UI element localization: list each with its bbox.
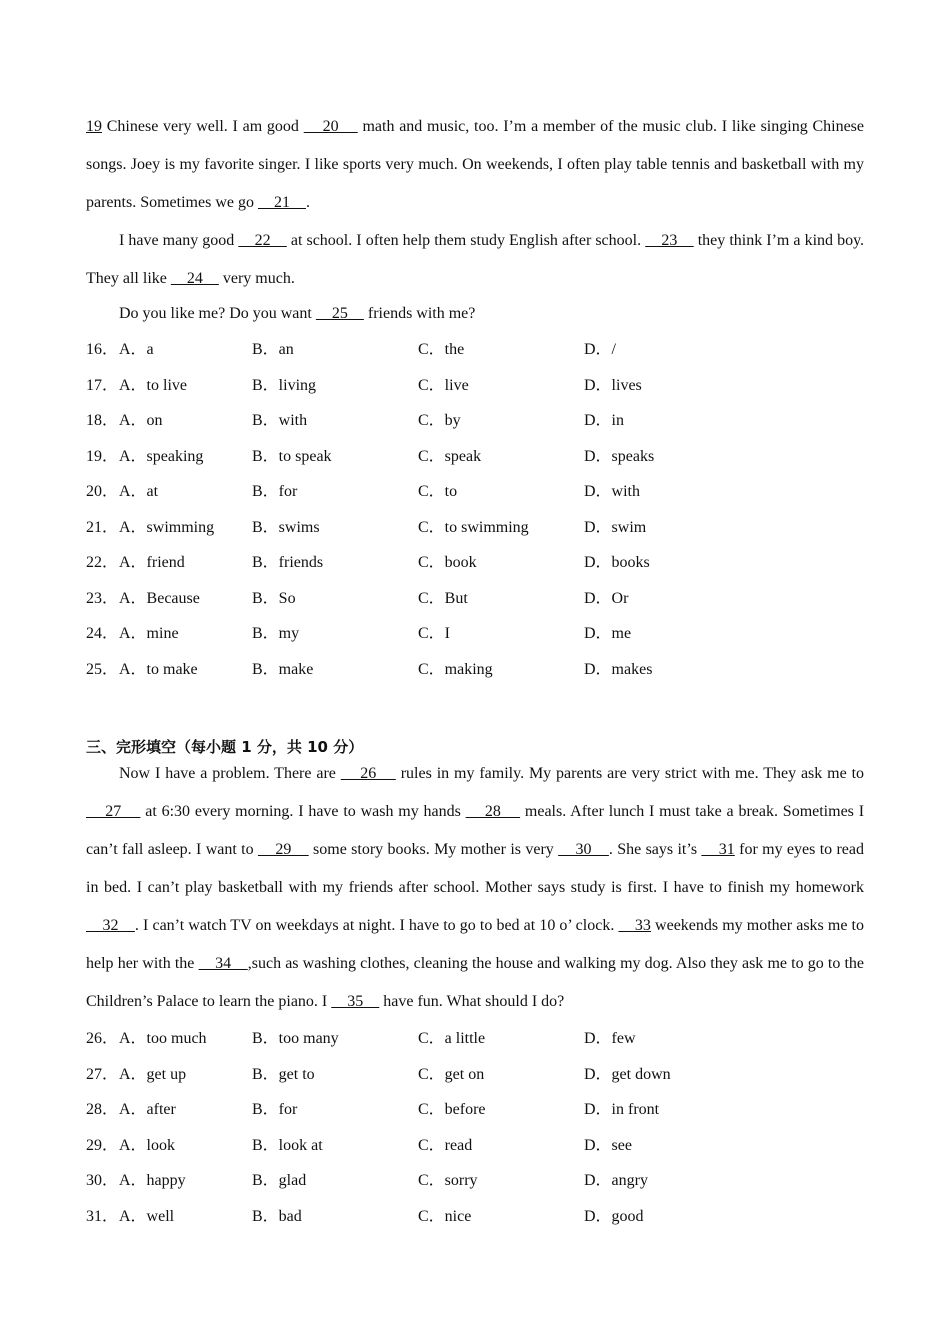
question-row [86, 616, 864, 652]
answer-blank: 28 [465, 803, 521, 820]
option-a: A．speaking [119, 447, 204, 465]
option-b: B．make [252, 660, 314, 678]
question-options-26-31 [86, 1021, 864, 1234]
passage1-paragraph3 [86, 295, 864, 333]
passage-text: . She says it’s [608, 841, 702, 858]
passage-text: weekends my mother asks me to help her with the [86, 917, 865, 972]
answer-blank: 24 [170, 270, 219, 287]
question-number: 29． [86, 1136, 119, 1154]
option-c: C．read [418, 1136, 473, 1154]
option-b: B．So [252, 589, 296, 607]
option-c: C．sorry [418, 1172, 478, 1189]
option-a: A．to make [119, 660, 198, 678]
option-a: A．on [119, 412, 163, 429]
question-number: 22． [86, 554, 119, 571]
option-c: C．by [418, 412, 461, 429]
option-a: A．Because [119, 589, 200, 607]
answer-blank: 27 [86, 803, 141, 820]
option-a: A．after [119, 1101, 176, 1118]
answer-blank: 29 [257, 841, 309, 858]
option-a: A．too much [119, 1030, 207, 1047]
option-a: A．get up [119, 1065, 187, 1083]
question-number: 20． [86, 483, 119, 500]
answer-blank: 34 [198, 955, 248, 972]
option-b: B．for [252, 483, 298, 500]
question-row [86, 1128, 864, 1164]
answer-blank: 23 [645, 232, 694, 249]
option-d: D．with [584, 483, 641, 500]
answer-blank: 31 [701, 841, 735, 858]
answer-blank: 33 [618, 917, 651, 934]
passage-text: . I can’t watch TV on weekdays at night. I have to go to bed at 10 o’ clock. [134, 917, 619, 934]
question-row [86, 581, 864, 617]
option-c: C．to [418, 483, 458, 500]
option-b: B．bad [252, 1207, 302, 1225]
option-a: A．swimming [119, 518, 215, 536]
option-b: B．look at [252, 1136, 323, 1154]
passage-text: friends with me? [363, 305, 476, 322]
option-c: C．the [418, 341, 465, 358]
option-d: D．makes [584, 660, 653, 678]
question-row [86, 332, 864, 368]
answer-blank: 22 [238, 232, 287, 249]
option-d: D．Or [584, 589, 629, 607]
option-d: D．swim [584, 518, 647, 536]
passage-text: Do you like me? Do you want [119, 305, 316, 322]
option-b: B．with [252, 412, 308, 429]
option-d: D．/ [584, 341, 617, 358]
option-b: B．too many [252, 1030, 339, 1047]
question-number: 28． [86, 1101, 119, 1118]
option-d: D．in [584, 412, 625, 429]
option-b: B．swims [252, 518, 320, 536]
question-number: 27． [86, 1065, 119, 1083]
question-options-16-25 [86, 332, 864, 687]
passage-text: Chinese very well. I am good [102, 118, 304, 135]
option-d: D．speaks [584, 447, 655, 465]
section-title-cloze: 三、完形填空（每小题 1 分，共 10 分） [86, 738, 364, 756]
option-a: A．mine [119, 625, 179, 642]
passage-text: rules in my family. My parents are very strict with me. They ask me to [395, 765, 865, 782]
question-number: 26． [86, 1030, 119, 1047]
passage-text: have fun. What should I do? [379, 993, 565, 1010]
question-number: 21． [86, 518, 119, 536]
option-a: A．at [119, 483, 159, 500]
question-number: 25． [86, 660, 119, 678]
passage-text: at 6:30 every morning. I have to wash my hands [140, 803, 466, 820]
option-b: B．my [252, 625, 300, 642]
question-row [86, 1092, 864, 1128]
passage-text: for my eyes to read in bed. I can’t play basketball with my friends after school. Mother says study is first. I have to finish my homework [86, 841, 865, 896]
passage-text: they think I’m a kind boy. They all like [86, 232, 865, 287]
option-a: A．happy [119, 1172, 186, 1189]
option-c: C．But [418, 589, 468, 607]
passage2-paragraph [86, 755, 864, 1021]
option-c: C．a little [418, 1030, 486, 1047]
question-number: 30． [86, 1172, 119, 1189]
question-row [86, 545, 864, 581]
option-d: D．angry [584, 1172, 648, 1189]
answer-blank: 25 [315, 305, 364, 322]
option-c: C．book [418, 554, 477, 571]
answer-blank: 30 [558, 841, 609, 858]
question-number: 17． [86, 376, 119, 394]
option-b: B．to speak [252, 447, 332, 465]
option-b: B．an [252, 341, 294, 358]
question-row [86, 1021, 864, 1057]
question-row [86, 403, 864, 439]
answer-blank: 19 [86, 118, 102, 135]
passage-text: Now I have a problem. There are [119, 765, 341, 782]
option-d: D．few [584, 1030, 636, 1047]
answer-blank: 35 [331, 993, 380, 1010]
question-number: 16． [86, 341, 119, 358]
passage-text: some story books. My mother is very [308, 841, 559, 858]
option-c: C．nice [418, 1207, 472, 1225]
question-number: 23． [86, 589, 119, 607]
question-row [86, 510, 864, 546]
passage-text: . [305, 194, 310, 211]
answer-blank: 26 [340, 765, 396, 782]
passage-text: I have many good [119, 232, 239, 249]
option-b: B．glad [252, 1172, 307, 1189]
question-number: 18． [86, 412, 119, 429]
passage1-paragraph2 [86, 222, 864, 298]
option-a: A．to live [119, 376, 187, 394]
question-row [86, 368, 864, 404]
question-row [86, 1057, 864, 1093]
option-a: A．well [119, 1207, 175, 1225]
option-d: D．books [584, 554, 650, 571]
option-c: C．making [418, 660, 493, 678]
question-row [86, 1163, 864, 1199]
option-d: D．good [584, 1207, 644, 1225]
option-c: C．before [418, 1101, 486, 1118]
option-b: B．get to [252, 1065, 315, 1083]
option-d: D．me [584, 625, 632, 642]
option-c: C．get on [418, 1065, 485, 1083]
passage1-paragraph1 [86, 108, 864, 222]
option-d: D．see [584, 1136, 632, 1154]
question-row [86, 439, 864, 475]
option-d: D．lives [584, 376, 642, 394]
option-c: C．to swimming [418, 518, 529, 536]
option-b: B．living [252, 376, 317, 394]
question-row [86, 1199, 864, 1235]
question-number: 31． [86, 1207, 119, 1225]
question-row [86, 474, 864, 510]
option-a: A．friend [119, 554, 185, 571]
passage-text: math and music, too. I’m a member of the music club. I like singing Chinese songs. Joey is my favorite singer. I like sports very much. On weekends, I often play table tennis and basketball with my parents. Sometimes we go [86, 118, 865, 211]
answer-blank: 20 [303, 118, 358, 135]
option-c: C．live [418, 376, 469, 394]
option-b: B．friends [252, 554, 324, 571]
exam-page [86, 108, 864, 1234]
option-a: A．look [119, 1136, 176, 1154]
passage-text: ,such as washing clothes, cleaning the house and walking my dog. Also they ask me to go to the Children’s Palace to learn the piano. I [86, 955, 865, 1010]
option-a: A．a [119, 341, 154, 358]
option-d: D．in front [584, 1101, 660, 1118]
question-number: 19． [86, 447, 119, 465]
answer-blank: 21 [257, 194, 306, 211]
passage-text: very much. [218, 270, 295, 287]
option-c: C．I [418, 625, 451, 642]
option-b: B．for [252, 1101, 298, 1118]
question-row [86, 652, 864, 688]
question-number: 24． [86, 625, 119, 642]
passage-text: at school. I often help them study English after school. [286, 232, 646, 249]
passage-text: meals. After lunch I must take a break. Sometimes I can’t fall asleep. I want to [86, 803, 865, 858]
option-d: D．get down [584, 1065, 671, 1083]
option-c: C．speak [418, 447, 482, 465]
answer-blank: 32 [86, 917, 135, 934]
